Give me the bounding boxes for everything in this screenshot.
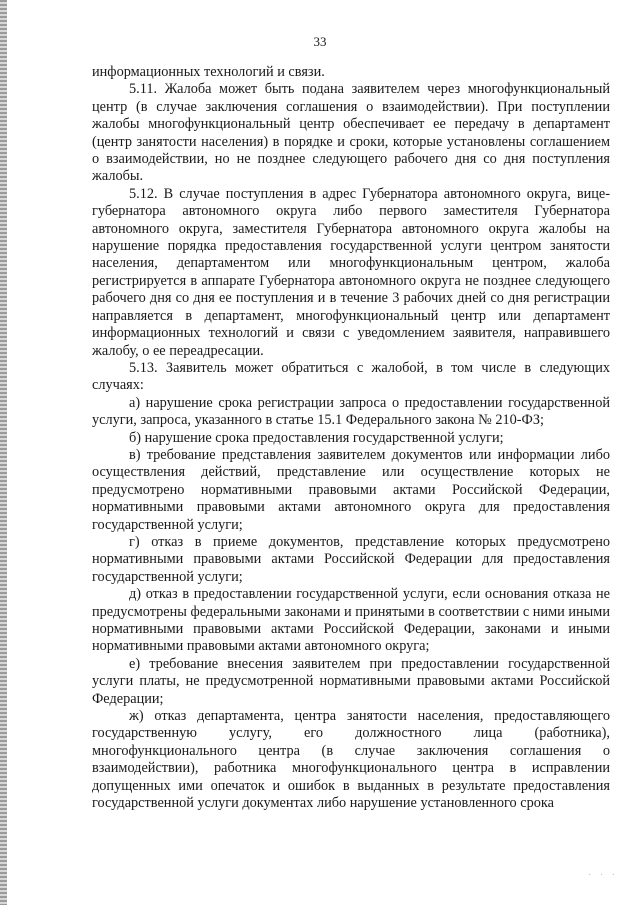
paragraph-5-13: 5.13. Заявитель может обратиться с жалобой, в том числе в следующих случаях: <box>92 359 610 394</box>
document-body <box>92 64 610 812</box>
list-item-g: г) отказ в приеме документов, представление которых предусмотрено нормативными правовыми актами Российской Федерации для предоставления государственной услуги; <box>92 533 610 585</box>
paragraph-5-11: 5.11. Жалоба может быть подана заявителем через многофункциональный центр (в случае заключения соглашения о взаимодействии). При поступлении жалобы многофункциональный центр обеспечивает ее передачу в департамент (центр занятости населения) в порядке и сроки, которые установлены соглашением о взаимодействии, но не позднее следующего рабочего дня со дня поступления жалобы. <box>92 81 610 185</box>
scanned-page-edge <box>0 0 7 905</box>
list-item-a: а) нарушение срока регистрации запроса о предоставлении государственной услуги, запроса, указанного в статье 15.1 Федерального закона № 210-ФЗ; <box>92 394 610 429</box>
list-item-d: д) отказ в предоставлении государственной услуги, если основания отказа не предусмотрены федеральными законами и принятыми в соответствии с ними иными нормативными правовыми актами Российской Федерации, законами и иными нормативными правовыми актами автономного округа; <box>92 586 610 655</box>
list-item-b: б) нарушение срока предоставления государственной услуги; <box>129 429 504 446</box>
scan-artifact: · · · <box>588 870 618 881</box>
list-item-zh: ж) отказ департамента, центра занятости населения, предоставляющего государственную услугу, его должностного лица (работника), многофункционального центра (в случае заключения соглашения о взаимодействии), работника многофункционального центра в исправлении допущенных ими опечаток и ошибок в выданных в результате предоставления государственной услуги документах либо нарушение установленного срока <box>92 708 610 812</box>
paragraph-continuation: информационных технологий и связи. <box>92 64 325 80</box>
list-item-e: е) требование внесения заявителем при предоставлении государственной услуги платы, не предусмотренной нормативными правовыми актами Российской Федерации; <box>92 655 610 707</box>
paragraph-5-12: 5.12. В случае поступления в адрес Губернатора автономного округа, вице-губернатора автономного округа либо первого заместителя Губернатора автономного округа, заместителя Губернатора автономного округа жалобы на нарушение порядка предоставления государственной услуги центром занятости населения, департаментом или многофункциональным центром, жалоба регистрируется в аппарате Губернатора автономного округа не позднее следующего рабочего дня со дня ее поступления и в течение 3 рабочих дней со дня регистрации направляется в департамент, многофункциональный центр или департамент информационных технологий и связи с уведомлением заявителя, направившего жалобу, о ее переадресации. <box>92 185 610 359</box>
page-number: 33 <box>313 34 327 49</box>
list-item-v: в) требование представления заявителем документов или информации либо осуществления действий, представление или осуществление которых не предусмотрено нормативными правовыми актами Российской Федерации, нормативными правовыми актами автономного округа для предоставления государственной услуги; <box>92 446 610 533</box>
